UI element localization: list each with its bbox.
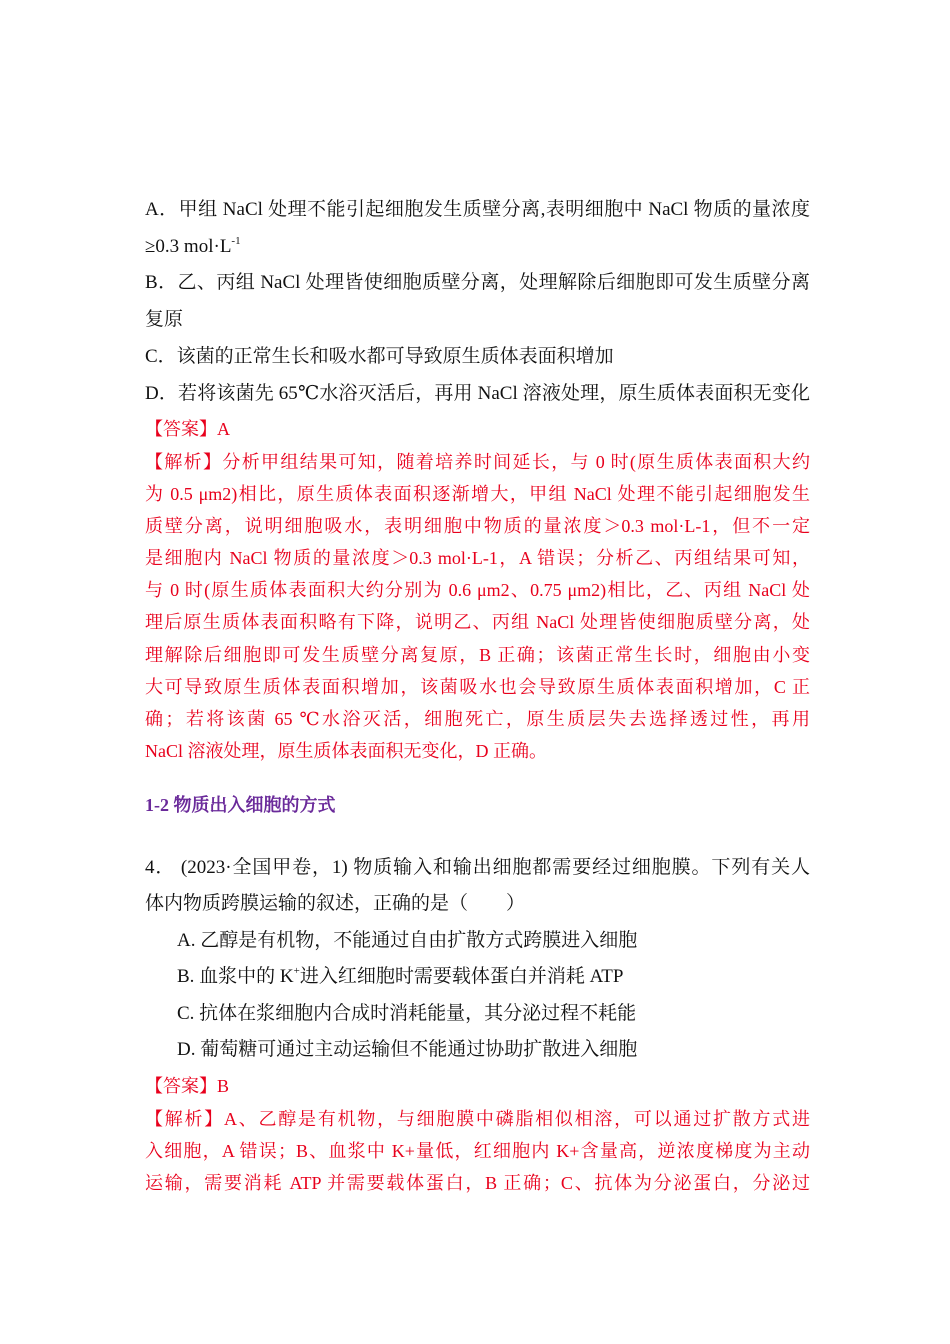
- section-heading: 1-2 物质出入细胞的方式: [145, 795, 336, 815]
- q4-option-b-post: 进入红细胞时需要载体蛋白并消耗 ATP: [299, 966, 624, 987]
- q3-option-a-superscript: -1: [231, 235, 241, 247]
- q4-explanation-line: 运输，需要消耗 ATP 并需要载体蛋白，B 正确；C、抗体为分泌蛋白，分泌过: [145, 1173, 810, 1193]
- q3-answer: 【答案】A: [145, 419, 230, 439]
- q4-option-a: A. 乙醇是有机物，不能通过自由扩散方式跨膜进入细胞: [177, 930, 638, 951]
- q3-explanation-line: 理后原生质体表面积略有下降，说明乙、丙组 NaCl 处理皆使细胞质壁分离，处: [145, 612, 810, 632]
- q4-option-b-pre: B. 血浆中的 K: [177, 966, 294, 987]
- q3-option-b-line2: 复原: [145, 309, 184, 330]
- q3-option-a-line1: A．甲组 NaCl 处理不能引起细胞发生质壁分离,表明细胞中 NaCl 物质的量浓度: [145, 199, 810, 220]
- q4-option-d: D. 葡萄糖可通过主动运输但不能通过协助扩散进入细胞: [177, 1039, 638, 1060]
- q3-explanation-line: 【解析】分析甲组结果可知，随着培养时间延长，与 0 时(原生质体表面积大约: [145, 452, 810, 472]
- q3-explanation-line: NaCl 溶液处理，原生质体表面积无变化，D 正确。: [145, 741, 547, 761]
- q3-option-d: D．若将该菌先 65℃水浴灭活后，再用 NaCl 溶液处理，原生质体表面积无变化: [145, 383, 810, 404]
- q3-option-b-line1: B．乙、丙组 NaCl 处理皆使细胞质壁分离，处理解除后细胞即可发生质壁分离: [145, 272, 810, 293]
- q3-option-a-line2: [145, 234, 810, 260]
- q4-option-c: C. 抗体在浆细胞内合成时消耗能量，其分泌过程不耗能: [177, 1003, 637, 1024]
- q4-explanation-line: 入细胞，A 错误；B、血浆中 K+量低，红细胞内 K+含量高，逆浓度梯度为主动: [145, 1141, 810, 1161]
- q4-explanation-line: 【解析】A、乙醇是有机物，与细胞膜中磷脂相似相溶，可以通过扩散方式进: [145, 1109, 810, 1129]
- q3-explanation-line: 理解除后细胞即可发生质壁分离复原，B 正确；该菌正常生长时，细胞由小变: [145, 645, 810, 665]
- q4-stem-line2: 体内物质跨膜运输的叙述，正确的是（ ）: [145, 893, 526, 914]
- q3-option-c: C．该菌的正常生长和吸水都可导致原生质体表面积增加: [145, 346, 614, 367]
- q4-answer: 【答案】B: [145, 1076, 230, 1096]
- q3-explanation-line: 是细胞内 NaCl 物质的量浓度＞0.3 mol·L-1，A 错误；分析乙、丙组结果可知，: [145, 548, 810, 568]
- q3-explanation-line: 质壁分离，说明细胞吸水，表明细胞中物质的量浓度＞0.3 mol·L-1，但不一定: [145, 516, 810, 536]
- q3-explanation-line: 大可导致原生质体表面积增加，该菌吸水也会导致原生质体表面积增加，C 正: [145, 677, 810, 697]
- q3-explanation-line: 与 0 时(原生质体表面积大约分别为 0.6 μm2、0.75 μm2)相比，乙、丙组 NaCl 处: [145, 580, 810, 600]
- q4-stem-line1: 4． (2023·全国甲卷，1) 物质输入和输出细胞都需要经过细胞膜。下列有关人: [145, 857, 810, 878]
- q3-explanation-line: 为 0.5 μm2)相比，原生质体表面积逐渐增大，甲组 NaCl 处理不能引起细胞发生: [145, 484, 810, 504]
- q3-option-a-line2-text: ≥0.3 mol·L: [145, 236, 232, 257]
- q4-option-b: [177, 964, 842, 990]
- q4-option-b-superscript: +: [293, 965, 300, 977]
- q3-explanation-line: 确；若将该菌 65 ℃水浴灭活，细胞死亡，原生质层失去选择透过性，再用: [145, 709, 810, 729]
